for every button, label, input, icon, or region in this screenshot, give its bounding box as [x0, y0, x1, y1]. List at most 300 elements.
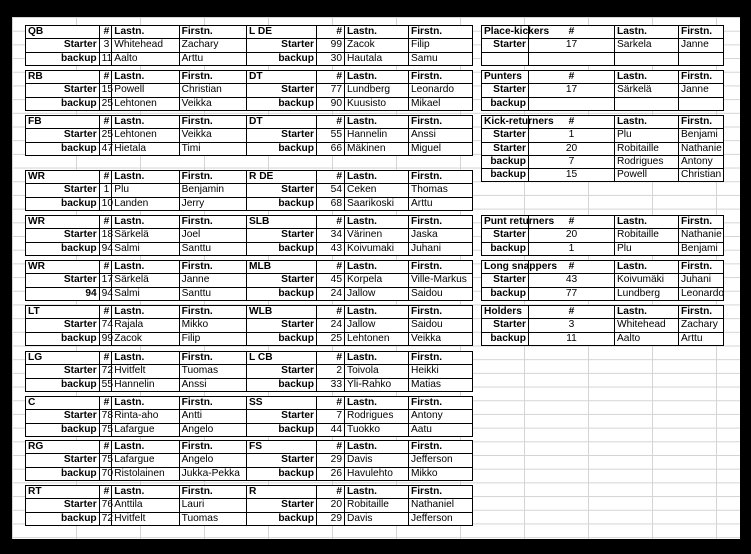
number-header-cell[interactable]: #	[317, 26, 345, 39]
last-name-cell[interactable]: Rinta-aho	[112, 410, 179, 423]
role-cell[interactable]: Starter	[482, 142, 529, 155]
role-cell[interactable]: Starter	[482, 274, 529, 287]
number-header-cell[interactable]: #	[99, 441, 112, 454]
lastname-header-cell[interactable]: Lastn.	[345, 116, 409, 129]
first-name-cell[interactable]: Jerry	[179, 197, 246, 210]
position-name-cell[interactable]: WR	[26, 216, 100, 229]
jersey-number-cell[interactable]: 2	[317, 365, 345, 378]
role-cell[interactable]: Starter	[247, 274, 317, 287]
firstname-header-cell[interactable]: Firstn.	[179, 71, 246, 84]
first-name-cell[interactable]: Arttu	[409, 197, 473, 210]
firstname-header-cell[interactable]: Firstn.	[679, 26, 724, 39]
jersey-number-cell[interactable]: 20	[529, 229, 615, 242]
jersey-number-cell[interactable]: 1	[99, 184, 112, 197]
first-name-cell[interactable]: Matias	[409, 378, 473, 391]
firstname-header-cell[interactable]: Firstn.	[409, 216, 473, 229]
firstname-header-cell[interactable]: Firstn.	[179, 171, 246, 184]
first-name-cell[interactable]: Christian	[179, 84, 246, 97]
first-name-cell[interactable]: Anssi	[179, 378, 246, 391]
first-name-cell[interactable]: Zachary	[679, 319, 724, 332]
role-cell[interactable]: Starter	[482, 39, 529, 52]
first-name-cell[interactable]: Juhani	[409, 242, 473, 255]
role-cell[interactable]: Starter	[482, 319, 529, 332]
role-cell[interactable]: Starter	[247, 365, 317, 378]
lastname-header-cell[interactable]: Lastn.	[345, 441, 409, 454]
last-name-cell[interactable]: Zacok	[112, 332, 179, 345]
jersey-number-cell[interactable]: 76	[99, 499, 112, 512]
last-name-cell[interactable]: Powell	[615, 169, 679, 182]
last-name-cell[interactable]: Ristolainen	[112, 467, 179, 480]
role-cell[interactable]: Starter	[247, 410, 317, 423]
first-name-cell[interactable]: Joel	[179, 229, 246, 242]
role-cell[interactable]: Starter	[247, 84, 317, 97]
role-cell[interactable]: Starter	[26, 229, 100, 242]
first-name-cell[interactable]	[679, 52, 724, 65]
position-name-cell[interactable]: DT	[247, 116, 317, 129]
number-header-cell[interactable]: #	[99, 261, 112, 274]
last-name-cell[interactable]: Tuokko	[345, 423, 409, 436]
role-cell[interactable]: Starter	[247, 229, 317, 242]
jersey-number-cell[interactable]: 74	[99, 319, 112, 332]
lastname-header-cell[interactable]: Lastn.	[112, 261, 179, 274]
first-name-cell[interactable]: Jefferson	[409, 454, 473, 467]
jersey-number-cell[interactable]: 29	[317, 512, 345, 525]
role-cell[interactable]: backup	[26, 242, 100, 255]
first-name-cell[interactable]: Mikael	[409, 97, 473, 110]
firstname-header-cell[interactable]: Firstn.	[179, 306, 246, 319]
jersey-number-cell[interactable]: 25	[99, 129, 112, 142]
last-name-cell[interactable]: Plu	[615, 129, 679, 142]
first-name-cell[interactable]: Antti	[179, 410, 246, 423]
last-name-cell[interactable]: Plu	[615, 242, 679, 255]
number-header-cell[interactable]: #	[529, 116, 615, 129]
jersey-number-cell[interactable]: 72	[99, 512, 112, 525]
lastname-header-cell[interactable]: Lastn.	[345, 397, 409, 410]
jersey-number-cell[interactable]: 20	[317, 499, 345, 512]
jersey-number-cell[interactable]: 33	[317, 378, 345, 391]
last-name-cell[interactable]: Rodrigues	[615, 155, 679, 168]
role-cell[interactable]: Starter	[247, 499, 317, 512]
position-name-cell[interactable]: Holders	[482, 306, 529, 319]
firstname-header-cell[interactable]: Firstn.	[179, 261, 246, 274]
lastname-header-cell[interactable]: Lastn.	[615, 116, 679, 129]
role-cell[interactable]: backup	[247, 242, 317, 255]
firstname-header-cell[interactable]: Firstn.	[679, 306, 724, 319]
last-name-cell[interactable]: Särkelä	[615, 84, 679, 97]
role-cell[interactable]: backup	[26, 423, 100, 436]
jersey-number-cell[interactable]: 94	[99, 242, 112, 255]
number-header-cell[interactable]: #	[317, 441, 345, 454]
firstname-header-cell[interactable]: Firstn.	[179, 216, 246, 229]
position-name-cell[interactable]: RT	[26, 486, 100, 499]
last-name-cell[interactable]: Hietala	[112, 142, 179, 155]
last-name-cell[interactable]: Särkelä	[112, 229, 179, 242]
role-cell[interactable]: backup	[482, 155, 529, 168]
first-name-cell[interactable]: Veikka	[179, 97, 246, 110]
position-name-cell[interactable]: LG	[26, 352, 100, 365]
last-name-cell[interactable]: Yli-Rahko	[345, 378, 409, 391]
last-name-cell[interactable]: Värinen	[345, 229, 409, 242]
last-name-cell[interactable]: Hvitfelt	[112, 512, 179, 525]
first-name-cell[interactable]: Mikko	[179, 319, 246, 332]
first-name-cell[interactable]: Zachary	[179, 39, 246, 52]
first-name-cell[interactable]: Jaska	[409, 229, 473, 242]
first-name-cell[interactable]: Miguel	[409, 142, 473, 155]
last-name-cell[interactable]: Whitehead	[112, 39, 179, 52]
role-cell[interactable]: backup	[26, 52, 100, 65]
position-name-cell[interactable]: FB	[26, 116, 100, 129]
first-name-cell[interactable]: Thomas	[409, 184, 473, 197]
last-name-cell[interactable]: Saarikoski	[345, 197, 409, 210]
firstname-header-cell[interactable]: Firstn.	[179, 397, 246, 410]
role-cell[interactable]: Starter	[26, 39, 100, 52]
first-name-cell[interactable]: Arttu	[679, 332, 724, 345]
first-name-cell[interactable]: Santtu	[179, 287, 246, 300]
first-name-cell[interactable]: Juhani	[679, 274, 724, 287]
role-cell[interactable]: backup	[247, 197, 317, 210]
number-header-cell[interactable]: #	[317, 261, 345, 274]
last-name-cell[interactable]: Lafargue	[112, 454, 179, 467]
jersey-number-cell[interactable]: 99	[99, 332, 112, 345]
last-name-cell[interactable]: Hvitfelt	[112, 365, 179, 378]
firstname-header-cell[interactable]: Firstn.	[679, 216, 724, 229]
position-name-cell[interactable]: Long snappers	[482, 261, 529, 274]
position-name-cell[interactable]: C	[26, 397, 100, 410]
position-name-cell[interactable]: MLB	[247, 261, 317, 274]
last-name-cell[interactable]: Mäkinen	[345, 142, 409, 155]
position-name-cell[interactable]: Punt returners	[482, 216, 529, 229]
role-cell[interactable]: Starter	[26, 129, 100, 142]
first-name-cell[interactable]: Benjamin	[179, 184, 246, 197]
role-cell[interactable]: backup	[247, 512, 317, 525]
jersey-number-cell[interactable]: 15	[529, 169, 615, 182]
first-name-cell[interactable]: Janne	[679, 84, 724, 97]
role-cell[interactable]: Starter	[26, 365, 100, 378]
lastname-header-cell[interactable]: Lastn.	[112, 397, 179, 410]
last-name-cell[interactable]: Hautala	[345, 52, 409, 65]
last-name-cell[interactable]: Rajala	[112, 319, 179, 332]
last-name-cell[interactable]: Lehtonen	[112, 129, 179, 142]
jersey-number-cell[interactable]: 10	[99, 197, 112, 210]
first-name-cell[interactable]: Mikko	[409, 467, 473, 480]
last-name-cell[interactable]: Zacok	[345, 39, 409, 52]
position-name-cell[interactable]: R DE	[247, 171, 317, 184]
first-name-cell[interactable]: Janne	[179, 274, 246, 287]
position-name-cell[interactable]: QB	[26, 26, 100, 39]
first-name-cell[interactable]: Filip	[409, 39, 473, 52]
role-cell[interactable]: Starter	[482, 229, 529, 242]
role-cell[interactable]: Starter	[482, 84, 529, 97]
position-name-cell[interactable]: WLB	[247, 306, 317, 319]
firstname-header-cell[interactable]: Firstn.	[409, 306, 473, 319]
lastname-header-cell[interactable]: Lastn.	[345, 71, 409, 84]
role-cell[interactable]: backup	[247, 97, 317, 110]
number-header-cell[interactable]: #	[317, 116, 345, 129]
jersey-number-cell[interactable]: 11	[529, 332, 615, 345]
lastname-header-cell[interactable]: Lastn.	[112, 171, 179, 184]
lastname-header-cell[interactable]: Lastn.	[615, 306, 679, 319]
first-name-cell[interactable]: Tuomas	[179, 512, 246, 525]
last-name-cell[interactable]: Lehtonen	[112, 97, 179, 110]
last-name-cell[interactable]: Kuusisto	[345, 97, 409, 110]
lastname-header-cell[interactable]: Lastn.	[345, 216, 409, 229]
last-name-cell[interactable]: Jallow	[345, 319, 409, 332]
lastname-header-cell[interactable]: Lastn.	[345, 306, 409, 319]
last-name-cell[interactable]: Lehtonen	[345, 332, 409, 345]
jersey-number-cell[interactable]: 18	[99, 229, 112, 242]
last-name-cell[interactable]: Aalto	[615, 332, 679, 345]
role-cell[interactable]: 94	[26, 287, 100, 300]
number-header-cell[interactable]: #	[99, 116, 112, 129]
first-name-cell[interactable]: Saidou	[409, 319, 473, 332]
role-cell[interactable]	[482, 52, 529, 65]
jersey-number-cell[interactable]: 29	[317, 454, 345, 467]
jersey-number-cell[interactable]: 55	[99, 378, 112, 391]
number-header-cell[interactable]: #	[529, 71, 615, 84]
position-name-cell[interactable]: Kick-returners	[482, 116, 529, 129]
role-cell[interactable]: Starter	[247, 39, 317, 52]
first-name-cell[interactable]: Veikka	[179, 129, 246, 142]
role-cell[interactable]: backup	[482, 287, 529, 300]
role-cell[interactable]: backup	[247, 52, 317, 65]
last-name-cell[interactable]: Hannelin	[112, 378, 179, 391]
jersey-number-cell[interactable]: 3	[99, 39, 112, 52]
number-header-cell[interactable]: #	[317, 352, 345, 365]
firstname-header-cell[interactable]: Firstn.	[409, 171, 473, 184]
number-header-cell[interactable]: #	[99, 306, 112, 319]
first-name-cell[interactable]: Jefferson	[409, 512, 473, 525]
role-cell[interactable]: backup	[26, 467, 100, 480]
role-cell[interactable]: backup	[247, 287, 317, 300]
jersey-number-cell[interactable]: 7	[317, 410, 345, 423]
number-header-cell[interactable]: #	[317, 306, 345, 319]
last-name-cell[interactable]: Lafargue	[112, 423, 179, 436]
firstname-header-cell[interactable]: Firstn.	[679, 261, 724, 274]
first-name-cell[interactable]: Antony	[679, 155, 724, 168]
jersey-number-cell[interactable]: 99	[317, 39, 345, 52]
role-cell[interactable]: Starter	[247, 129, 317, 142]
role-cell[interactable]: backup	[26, 197, 100, 210]
jersey-number-cell[interactable]	[529, 97, 615, 110]
first-name-cell[interactable]: Lauri	[179, 499, 246, 512]
first-name-cell[interactable]: Nathaniel	[409, 499, 473, 512]
firstname-header-cell[interactable]: Firstn.	[409, 441, 473, 454]
jersey-number-cell[interactable]: 77	[317, 84, 345, 97]
lastname-header-cell[interactable]: Lastn.	[112, 216, 179, 229]
jersey-number-cell[interactable]: 17	[99, 274, 112, 287]
firstname-header-cell[interactable]: Firstn.	[409, 397, 473, 410]
number-header-cell[interactable]: #	[99, 26, 112, 39]
number-header-cell[interactable]: #	[317, 486, 345, 499]
role-cell[interactable]: backup	[247, 467, 317, 480]
jersey-number-cell[interactable]: 94	[99, 287, 112, 300]
last-name-cell[interactable]	[615, 97, 679, 110]
jersey-number-cell[interactable]: 11	[99, 52, 112, 65]
position-name-cell[interactable]: SLB	[247, 216, 317, 229]
role-cell[interactable]: Starter	[482, 129, 529, 142]
jersey-number-cell[interactable]: 75	[99, 454, 112, 467]
last-name-cell[interactable]: Särkelä	[112, 274, 179, 287]
lastname-header-cell[interactable]: Lastn.	[345, 26, 409, 39]
number-header-cell[interactable]: #	[99, 486, 112, 499]
last-name-cell[interactable]: Davis	[345, 454, 409, 467]
first-name-cell[interactable]: Christian	[679, 169, 724, 182]
jersey-number-cell[interactable]: 1	[529, 242, 615, 255]
role-cell[interactable]: backup	[26, 332, 100, 345]
firstname-header-cell[interactable]: Firstn.	[409, 486, 473, 499]
first-name-cell[interactable]: Saidou	[409, 287, 473, 300]
jersey-number-cell[interactable]: 15	[99, 84, 112, 97]
last-name-cell[interactable]: Robitaille	[615, 142, 679, 155]
role-cell[interactable]: backup	[247, 378, 317, 391]
number-header-cell[interactable]: #	[99, 171, 112, 184]
role-cell[interactable]: backup	[26, 142, 100, 155]
lastname-header-cell[interactable]: Lastn.	[112, 26, 179, 39]
first-name-cell[interactable]	[679, 97, 724, 110]
jersey-number-cell[interactable]: 1	[529, 129, 615, 142]
lastname-header-cell[interactable]: Lastn.	[345, 352, 409, 365]
first-name-cell[interactable]: Santtu	[179, 242, 246, 255]
first-name-cell[interactable]: Aatu	[409, 423, 473, 436]
first-name-cell[interactable]: Angelo	[179, 423, 246, 436]
last-name-cell[interactable]	[615, 52, 679, 65]
first-name-cell[interactable]: Timi	[179, 142, 246, 155]
last-name-cell[interactable]: Havulehto	[345, 467, 409, 480]
position-name-cell[interactable]: WR	[26, 171, 100, 184]
last-name-cell[interactable]: Koivumaki	[345, 242, 409, 255]
role-cell[interactable]: Starter	[26, 499, 100, 512]
last-name-cell[interactable]: Lundberg	[615, 287, 679, 300]
first-name-cell[interactable]: Arttu	[179, 52, 246, 65]
first-name-cell[interactable]: Benjami	[679, 242, 724, 255]
jersey-number-cell[interactable]: 17	[529, 84, 615, 97]
role-cell[interactable]: backup	[482, 242, 529, 255]
role-cell[interactable]: Starter	[26, 84, 100, 97]
number-header-cell[interactable]: #	[317, 171, 345, 184]
position-name-cell[interactable]: L CB	[247, 352, 317, 365]
jersey-number-cell[interactable]: 34	[317, 229, 345, 242]
number-header-cell[interactable]: #	[99, 352, 112, 365]
jersey-number-cell[interactable]: 75	[99, 423, 112, 436]
jersey-number-cell[interactable]: 3	[529, 319, 615, 332]
last-name-cell[interactable]: Sarkela	[615, 39, 679, 52]
firstname-header-cell[interactable]: Firstn.	[409, 71, 473, 84]
role-cell[interactable]: Starter	[26, 184, 100, 197]
number-header-cell[interactable]: #	[529, 261, 615, 274]
lastname-header-cell[interactable]: Lastn.	[112, 306, 179, 319]
number-header-cell[interactable]: #	[529, 306, 615, 319]
role-cell[interactable]: Starter	[26, 319, 100, 332]
last-name-cell[interactable]: Toivola	[345, 365, 409, 378]
position-name-cell[interactable]: Place-kickers	[482, 26, 529, 39]
last-name-cell[interactable]: Robitaille	[615, 229, 679, 242]
first-name-cell[interactable]: Ville-Markus	[409, 274, 473, 287]
position-name-cell[interactable]: LT	[26, 306, 100, 319]
last-name-cell[interactable]: Landen	[112, 197, 179, 210]
number-header-cell[interactable]: #	[317, 216, 345, 229]
number-header-cell[interactable]: #	[99, 216, 112, 229]
firstname-header-cell[interactable]: Firstn.	[179, 26, 246, 39]
position-name-cell[interactable]: R	[247, 486, 317, 499]
jersey-number-cell[interactable]: 78	[99, 410, 112, 423]
jersey-number-cell[interactable]: 25	[317, 332, 345, 345]
last-name-cell[interactable]: Lundberg	[345, 84, 409, 97]
last-name-cell[interactable]: Robitaille	[345, 499, 409, 512]
firstname-header-cell[interactable]: Firstn.	[409, 116, 473, 129]
firstname-header-cell[interactable]: Firstn.	[179, 441, 246, 454]
firstname-header-cell[interactable]: Firstn.	[179, 352, 246, 365]
position-name-cell[interactable]: L DE	[247, 26, 317, 39]
lastname-header-cell[interactable]: Lastn.	[112, 441, 179, 454]
last-name-cell[interactable]: Koivumäki	[615, 274, 679, 287]
role-cell[interactable]: backup	[482, 97, 529, 110]
jersey-number-cell[interactable]: 44	[317, 423, 345, 436]
role-cell[interactable]: backup	[482, 169, 529, 182]
lastname-header-cell[interactable]: Lastn.	[615, 216, 679, 229]
jersey-number-cell[interactable]	[529, 52, 615, 65]
jersey-number-cell[interactable]: 55	[317, 129, 345, 142]
lastname-header-cell[interactable]: Lastn.	[615, 26, 679, 39]
first-name-cell[interactable]: Benjami	[679, 129, 724, 142]
first-name-cell[interactable]: Heikki	[409, 365, 473, 378]
jersey-number-cell[interactable]: 66	[317, 142, 345, 155]
first-name-cell[interactable]: Nathanie	[679, 142, 724, 155]
position-name-cell[interactable]: WR	[26, 261, 100, 274]
position-name-cell[interactable]: SS	[247, 397, 317, 410]
last-name-cell[interactable]: Ceken	[345, 184, 409, 197]
role-cell[interactable]: backup	[482, 332, 529, 345]
lastname-header-cell[interactable]: Lastn.	[112, 486, 179, 499]
position-name-cell[interactable]: FS	[247, 441, 317, 454]
last-name-cell[interactable]: Anttila	[112, 499, 179, 512]
first-name-cell[interactable]: Tuomas	[179, 365, 246, 378]
role-cell[interactable]: Starter	[26, 454, 100, 467]
jersey-number-cell[interactable]: 77	[529, 287, 615, 300]
lastname-header-cell[interactable]: Lastn.	[112, 71, 179, 84]
jersey-number-cell[interactable]: 26	[317, 467, 345, 480]
firstname-header-cell[interactable]: Firstn.	[409, 261, 473, 274]
position-name-cell[interactable]: RG	[26, 441, 100, 454]
jersey-number-cell[interactable]: 7	[529, 155, 615, 168]
first-name-cell[interactable]: Veikka	[409, 332, 473, 345]
firstname-header-cell[interactable]: Firstn.	[409, 352, 473, 365]
lastname-header-cell[interactable]: Lastn.	[615, 71, 679, 84]
number-header-cell[interactable]: #	[529, 216, 615, 229]
jersey-number-cell[interactable]: 24	[317, 287, 345, 300]
lastname-header-cell[interactable]: Lastn.	[345, 261, 409, 274]
jersey-number-cell[interactable]: 20	[529, 142, 615, 155]
position-name-cell[interactable]: Punters	[482, 71, 529, 84]
jersey-number-cell[interactable]: 45	[317, 274, 345, 287]
jersey-number-cell[interactable]: 30	[317, 52, 345, 65]
number-header-cell[interactable]: #	[99, 397, 112, 410]
role-cell[interactable]: backup	[26, 512, 100, 525]
jersey-number-cell[interactable]: 25	[99, 97, 112, 110]
last-name-cell[interactable]: Plu	[112, 184, 179, 197]
jersey-number-cell[interactable]: 72	[99, 365, 112, 378]
role-cell[interactable]: Starter	[26, 274, 100, 287]
last-name-cell[interactable]: Hannelin	[345, 129, 409, 142]
role-cell[interactable]: backup	[247, 332, 317, 345]
position-name-cell[interactable]: DT	[247, 71, 317, 84]
first-name-cell[interactable]: Angelo	[179, 454, 246, 467]
lastname-header-cell[interactable]: Lastn.	[345, 171, 409, 184]
last-name-cell[interactable]: Aalto	[112, 52, 179, 65]
jersey-number-cell[interactable]: 17	[529, 39, 615, 52]
role-cell[interactable]: Starter	[247, 184, 317, 197]
jersey-number-cell[interactable]: 54	[317, 184, 345, 197]
first-name-cell[interactable]: Samu	[409, 52, 473, 65]
